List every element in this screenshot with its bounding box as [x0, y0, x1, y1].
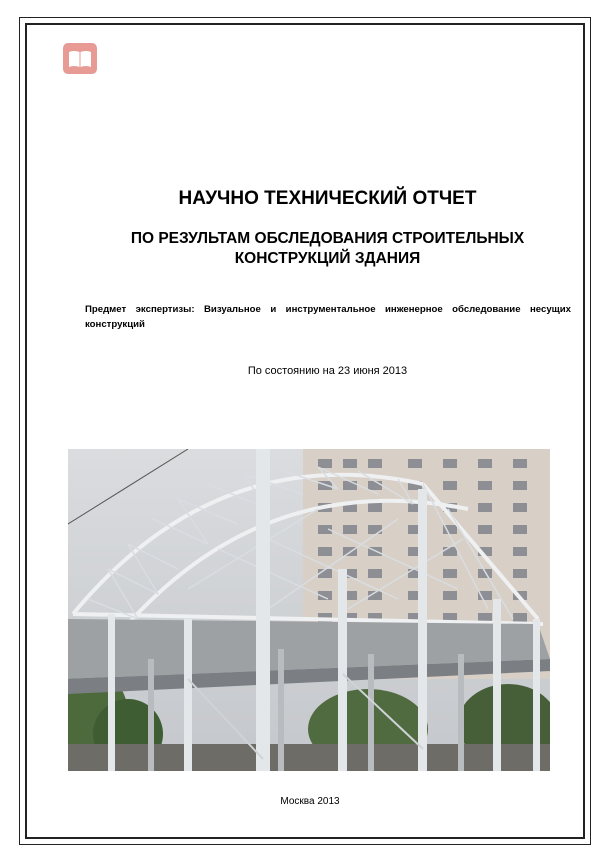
- subtitle-line-1: ПО РЕЗУЛЬТАМ ОБСЛЕДОВАНИЯ СТРОИТЕЛЬНЫХ: [130, 230, 525, 247]
- expertise-subject: Предмет экспертизы: Визуальное и инструментальное инженерное обследование несущих конструкций: [85, 304, 571, 330]
- building-photo: [68, 449, 550, 771]
- book-icon: [63, 43, 97, 74]
- document-title: НАУЧНО ТЕХНИЧЕСКИЙ ОТЧЕТ: [178, 188, 477, 209]
- report-date: По состоянию на 23 июня 2013: [247, 365, 408, 377]
- document-subtitle: [40, 229, 612, 269]
- subtitle-line-2: КОНСТРУКЦИЙ ЗДАНИЯ: [234, 250, 421, 267]
- footer-city-year: Москва 2013: [280, 796, 340, 807]
